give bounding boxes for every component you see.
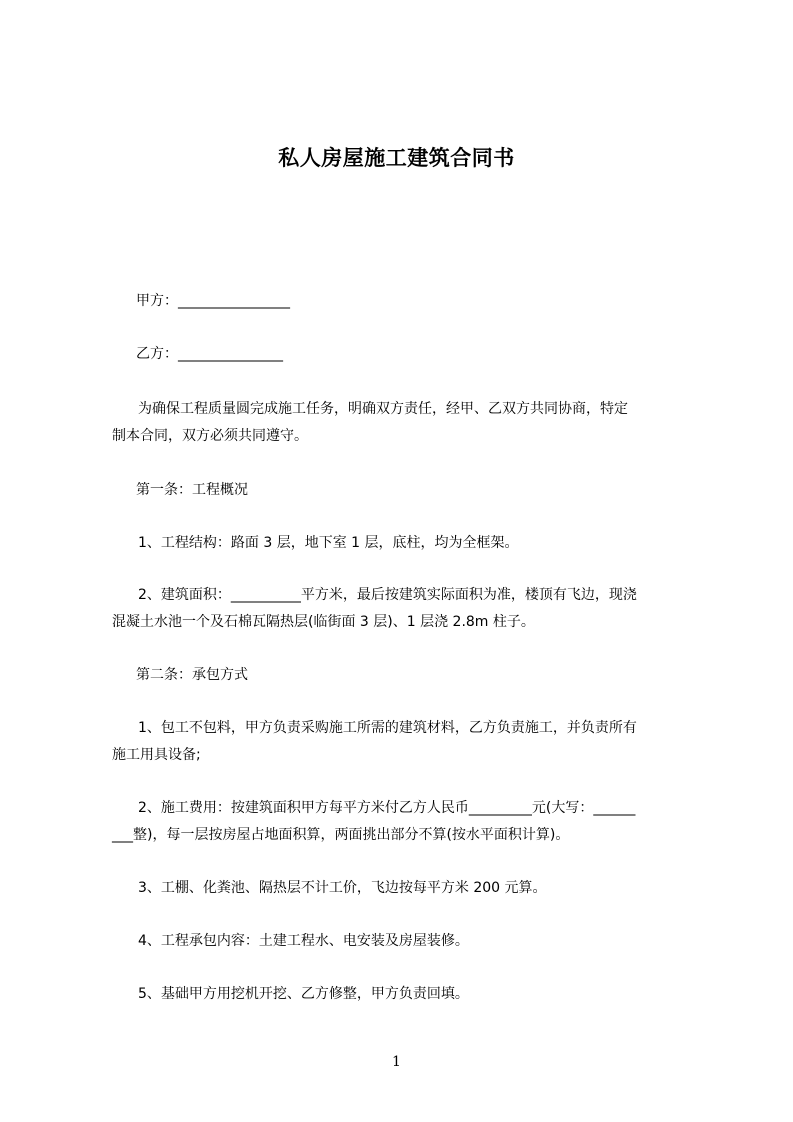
article-2-item-2-line-1: 2、施工费用：按建筑面积甲方每平方米付乙方人民币_________元(大写：______ (138, 800, 636, 816)
intro-paragraph-line-2: 制本合同，双方必须共同遵守。 (112, 428, 308, 444)
article-1-item-2-line-2: 混凝土水池一个及石棉瓦隔热层(临街面 3 层)、1 层浇 2.8m 柱子。 (112, 614, 535, 630)
article-2-item-4: 4、工程承包内容：土建工程水、电安装及房屋装修。 (138, 933, 469, 949)
party-a-line: 甲方：________________ (136, 293, 290, 309)
page-number: 1 (392, 1054, 401, 1070)
article-1-heading: 第一条：工程概况 (136, 482, 248, 498)
article-2-heading: 第二条：承包方式 (136, 667, 248, 683)
party-b-line: 乙方：_______________ (136, 346, 283, 362)
article-2-item-1-line-2: 施工用具设备; (112, 747, 201, 763)
article-1-item-1: 1、工程结构：路面 3 层，地下室 1 层，底柱，均为全框架。 (138, 535, 519, 551)
intro-paragraph-line-1: 为确保工程质量圆完成施工任务，明确双方责任，经甲、乙双方共同协商，特定 (138, 401, 628, 417)
document-title: 私人房屋施工建筑合同书 (278, 146, 515, 170)
article-2-item-1-line-1: 1、包工不包料，甲方负责采购施工所需的建筑材料，乙方负责施工，并负责所有 (138, 720, 637, 736)
article-2-item-2-line-2: ___整)，每一层按房屋占地面积算，两面挑出部分不算(按水平面积计算)。 (112, 827, 570, 843)
article-2-item-5: 5、基础甲方用挖机开挖、乙方修整，甲方负责回填。 (138, 986, 469, 1002)
article-1-item-2-line-1: 2、建筑面积：__________平方米，最后按建筑实际面积为准，楼顶有飞边，现浇 (138, 587, 637, 603)
article-2-item-3: 3、工棚、化粪池、隔热层不计工价，飞边按每平方米 200 元算。 (138, 880, 547, 896)
